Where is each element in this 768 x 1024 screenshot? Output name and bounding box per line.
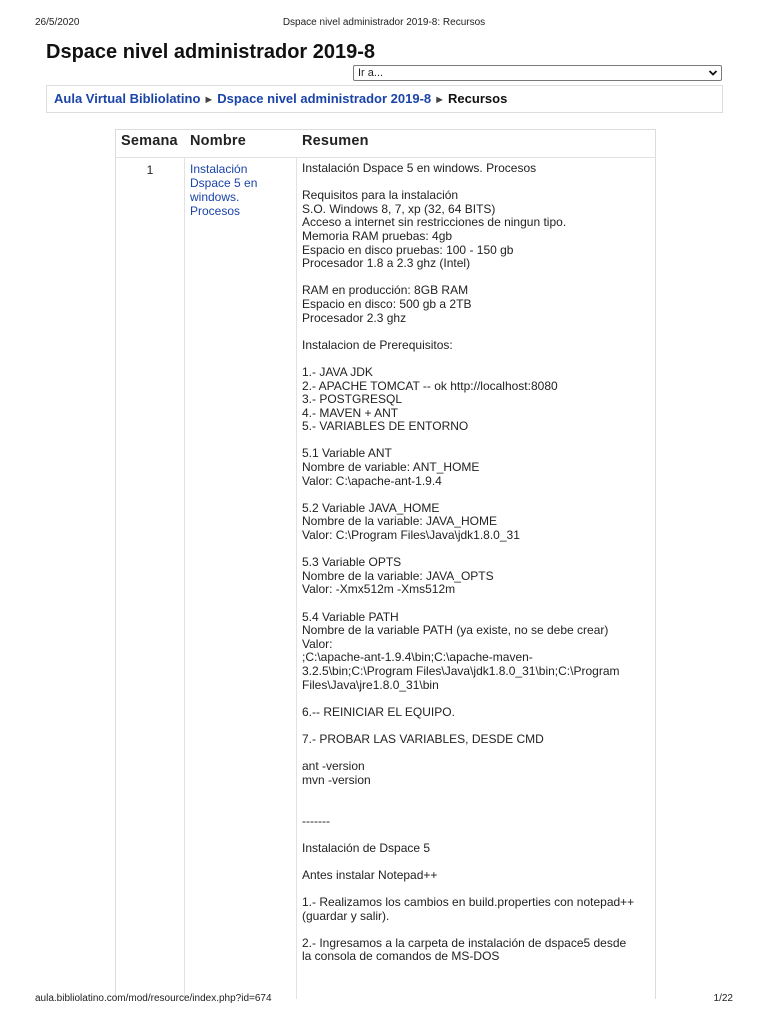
summary-line: Instalacion de Prerequisitos: — [302, 337, 453, 352]
summary-line: Valor: C:\apache-ant-1.9.4 — [302, 473, 442, 488]
summary-line — [302, 434, 654, 448]
breadcrumb-separator-icon: ► — [203, 94, 215, 106]
jump-to-select[interactable] — [353, 65, 722, 81]
resources-table — [115, 129, 656, 999]
summary-line: Valor: -Xmx512m -Xms512m — [302, 582, 456, 597]
column-header-summary: Resumen — [302, 133, 369, 149]
summary-line: S.O. Windows 8, 7, xp (32, 64 BITS) — [302, 201, 496, 216]
summary-line — [302, 801, 654, 815]
summary-line — [302, 543, 654, 557]
summary-line — [302, 176, 654, 190]
summary-line — [302, 719, 654, 733]
summary-line: Nombre de la variable: JAVA_HOME — [302, 514, 497, 529]
table-cell-week: 1 — [146, 163, 154, 177]
chevron-down-icon — [708, 66, 718, 84]
summary-line: 5.4 Variable PATH — [302, 609, 399, 624]
summary-line — [302, 855, 654, 869]
summary-line: Memoria RAM pruebas: 4gb — [302, 228, 453, 243]
column-divider — [184, 157, 185, 999]
summary-line: Valor: C:\Program Files\Java\jdk1.8.0_31 — [302, 528, 520, 543]
print-footer — [35, 993, 733, 1007]
summary-line — [302, 352, 654, 366]
summary-line: Files\Java\jre1.8.0_31\bin — [302, 677, 439, 692]
summary-line: Nombre de la variable PATH (ya existe, no se debe crear) — [302, 623, 609, 638]
print-page-number: 1/22 — [713, 993, 733, 1004]
summary-line: ;C:\apache-ant-1.9.4\bin;C:\apache-maven- — [302, 650, 533, 665]
summary-line: Procesador 2.3 ghz — [302, 310, 407, 325]
summary-line — [302, 271, 654, 285]
breadcrumb-link-home[interactable]: Aula Virtual Bibliolatino — [54, 91, 201, 106]
summary-line: 6.-- REINICIAR EL EQUIPO. — [302, 704, 455, 719]
summary-line: Requisitos para la instalación — [302, 188, 459, 203]
summary-line — [302, 488, 654, 502]
summary-line: (guardar y salir). — [302, 908, 390, 923]
summary-line: 3.2.5\bin;C:\Program Files\Java\jdk1.8.0_31\bin;C:\Program — [302, 663, 620, 678]
column-header-name: Nombre — [190, 133, 246, 149]
resource-link[interactable]: Instalación Dspace 5 en windows. Procesos — [190, 162, 258, 218]
summary-line: Nombre de la variable: JAVA_OPTS — [302, 568, 494, 583]
summary-line — [302, 597, 654, 611]
print-header — [35, 17, 733, 31]
print-url: aula.bibliolatino.com/mod/resource/index.php?id=674 — [35, 993, 272, 1004]
summary-line: Nombre de variable: ANT_HOME — [302, 460, 480, 475]
summary-line — [302, 923, 654, 937]
summary-line: 2.- APACHE TOMCAT -- ok http://localhost:8080 — [302, 378, 558, 393]
summary-line: ant -version — [302, 759, 365, 774]
print-date: 26/5/2020 — [35, 17, 80, 28]
summary-line: Valor: — [302, 636, 333, 651]
breadcrumb — [46, 85, 723, 113]
summary-line — [302, 882, 654, 896]
breadcrumb-link-course[interactable]: Dspace nivel administrador 2019-8 — [217, 91, 432, 106]
summary-line: 1.- JAVA JDK — [302, 364, 373, 379]
column-divider — [296, 157, 297, 999]
breadcrumb-current: Recursos — [448, 91, 508, 106]
summary-line: ------- — [302, 813, 330, 828]
summary-line: 5.2 Variable JAVA_HOME — [302, 500, 440, 515]
summary-line: 4.- MAVEN + ANT — [302, 405, 399, 420]
summary-line: 5.- VARIABLES DE ENTORNO — [302, 419, 469, 434]
summary-line — [302, 747, 654, 761]
summary-line: 5.1 Variable ANT — [302, 446, 392, 461]
summary-line: 3.- POSTGRESQL — [302, 392, 403, 407]
summary-line: mvn -version — [302, 772, 371, 787]
summary-line: Instalación Dspace 5 en windows. Procesos — [302, 161, 537, 175]
summary-line: Instalación de Dspace 5 — [302, 840, 431, 855]
page-title: Dspace nivel administrador 2019-8 — [46, 41, 376, 63]
summary-line: 5.3 Variable OPTS — [302, 555, 402, 570]
header-divider — [116, 157, 655, 158]
summary-line: 1.- Realizamos los cambios en build.properties con notepad++ — [302, 895, 635, 910]
jump-to-value: Ir a... — [358, 67, 384, 79]
summary-line: 7.- PROBAR LAS VARIABLES, DESDE CMD — [302, 731, 544, 746]
summary-line: la consola de comandos de MS-DOS — [302, 949, 500, 964]
summary-line: Procesador 1.8 a 2.3 ghz (Intel) — [302, 256, 471, 271]
summary-line — [302, 692, 654, 706]
summary-line — [302, 828, 654, 842]
breadcrumb-separator-icon: ► — [434, 94, 446, 106]
summary-line — [302, 325, 654, 339]
resource-summary — [302, 162, 654, 964]
summary-line — [302, 787, 654, 801]
print-title: Dspace nivel administrador 2019-8: Recursos — [282, 17, 486, 28]
summary-line: Espacio en disco pruebas: 100 - 150 gb — [302, 242, 514, 257]
summary-line: Espacio en disco: 500 gb a 2TB — [302, 296, 472, 311]
summary-line: Antes instalar Notepad++ — [302, 867, 438, 882]
summary-line: RAM en producción: 8GB RAM — [302, 283, 469, 298]
summary-line: Acceso a internet sin restricciones de ningun tipo. — [302, 215, 567, 230]
column-header-week: Semana — [121, 133, 178, 149]
summary-line: 2.- Ingresamos a la carpeta de instalación de dspace5 desde — [302, 935, 627, 950]
